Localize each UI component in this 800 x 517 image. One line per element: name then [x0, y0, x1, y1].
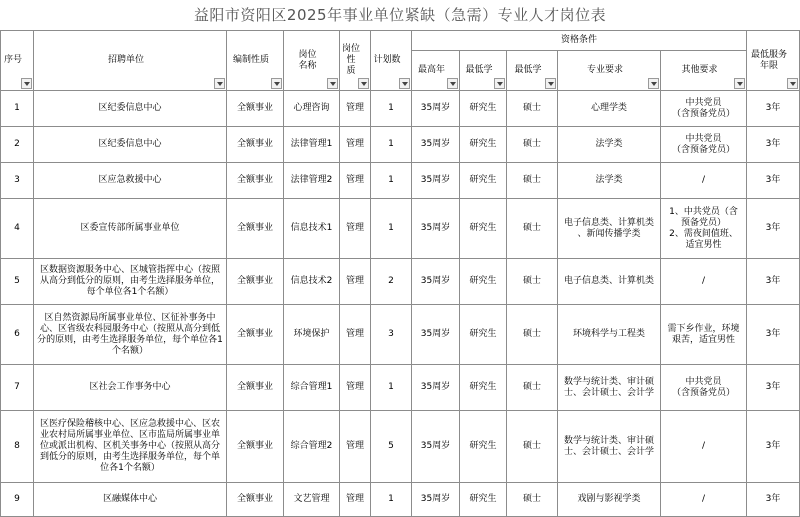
row-degree-cell[interactable]: 硕士: [507, 163, 558, 199]
row-no-cell[interactable]: 4: [1, 199, 34, 259]
row-other-cell[interactable]: /: [661, 163, 747, 199]
row-other-cell[interactable]: 中共党员 （含预备党员）: [661, 365, 747, 411]
row-major-cell[interactable]: 数学与统计类、审计硕 士、会计硕士、会计学: [558, 411, 661, 483]
filter-dropdown-icon[interactable]: [399, 78, 410, 89]
row-no-cell[interactable]: 9: [1, 483, 34, 517]
col-header-post-name[interactable]: 岗位 名称: [284, 31, 340, 91]
filter-dropdown-icon[interactable]: [648, 78, 659, 89]
row-post-name-cell[interactable]: 综合管理1: [284, 365, 340, 411]
row-other-cell[interactable]: 中共党员 （含预备党员）: [661, 127, 747, 163]
filter-dropdown-icon[interactable]: [327, 78, 338, 89]
row-plan-cell[interactable]: 1: [371, 365, 412, 411]
row-type-cell[interactable]: 全额事业: [227, 305, 284, 365]
row-other-cell[interactable]: 中共党员 （含预备党员）: [661, 91, 747, 127]
filter-dropdown-icon[interactable]: [271, 78, 282, 89]
row-post-name-cell[interactable]: 法律管理2: [284, 163, 340, 199]
row-major-cell[interactable]: 电子信息类、计算机类: [558, 259, 661, 305]
row-unit-cell[interactable]: 区数据资源服务中心、区城管指挥中心（按照从高分到低分的原则，由考生选择服务单位，每个单位各1个名额）: [34, 259, 227, 305]
row-plan-cell[interactable]: 1: [371, 163, 412, 199]
row-major-cell[interactable]: 心理学类: [558, 91, 661, 127]
row-post-name-cell[interactable]: 信息技术2: [284, 259, 340, 305]
row-other-cell[interactable]: /: [661, 259, 747, 305]
row-unit-cell[interactable]: 区应急救援中心: [34, 163, 227, 199]
row-unit-cell[interactable]: 区医疗保险稽核中心、区应急救援中心、区农业农村局所属事业单位、区市监局所属事业单位或派出机构、区机关事务中心（按照从高分到低分的原则，由考生选择服务单位，每个单位各1个名额）: [34, 411, 227, 483]
row-type-cell[interactable]: 全额事业: [227, 163, 284, 199]
row-no-cell[interactable]: 6: [1, 305, 34, 365]
row-age-cell[interactable]: 35周岁: [412, 305, 460, 365]
filter-dropdown-icon[interactable]: [358, 78, 369, 89]
row-no-cell[interactable]: 8: [1, 411, 34, 483]
row-age-cell[interactable]: 35周岁: [412, 483, 460, 517]
row-type-cell[interactable]: 全额事业: [227, 199, 284, 259]
row-post-name-cell[interactable]: 综合管理2: [284, 411, 340, 483]
row-post-nature-cell[interactable]: 管理: [340, 305, 371, 365]
row-age-cell[interactable]: 35周岁: [412, 411, 460, 483]
row-education-cell[interactable]: 研究生: [460, 411, 507, 483]
row-degree-cell[interactable]: 硕士: [507, 365, 558, 411]
row-service-years-cell[interactable]: 3年: [747, 199, 800, 259]
row-post-name-cell[interactable]: 心理咨询: [284, 91, 340, 127]
col-header-qualifications: 资格条件: [412, 31, 747, 51]
filter-dropdown-icon[interactable]: [494, 78, 505, 89]
row-age-cell[interactable]: 35周岁: [412, 127, 460, 163]
table-row: [1, 199, 800, 259]
row-post-nature-cell[interactable]: 管理: [340, 483, 371, 517]
row-age-cell[interactable]: 35周岁: [412, 91, 460, 127]
row-no-cell[interactable]: 3: [1, 163, 34, 199]
row-type-cell[interactable]: 全额事业: [227, 259, 284, 305]
row-type-cell[interactable]: 全额事业: [227, 91, 284, 127]
table-row: [1, 305, 800, 365]
row-degree-cell[interactable]: 硕士: [507, 127, 558, 163]
table-row: [1, 483, 800, 517]
table-row: [1, 259, 800, 305]
row-education-cell[interactable]: 研究生: [460, 365, 507, 411]
col-header-service-years[interactable]: 最低服务 年限: [747, 31, 800, 91]
row-post-nature-cell[interactable]: 管理: [340, 91, 371, 127]
row-degree-cell[interactable]: 硕士: [507, 199, 558, 259]
row-degree-cell[interactable]: 硕士: [507, 305, 558, 365]
col-header-other[interactable]: 其他要求: [661, 51, 747, 91]
row-unit-cell[interactable]: 区纪委信息中心: [34, 91, 227, 127]
row-education-cell[interactable]: 研究生: [460, 127, 507, 163]
row-service-years-cell[interactable]: 3年: [747, 483, 800, 517]
row-education-cell[interactable]: 研究生: [460, 199, 507, 259]
col-header-plan[interactable]: 计划数: [371, 31, 412, 91]
row-plan-cell[interactable]: 1: [371, 199, 412, 259]
row-age-cell[interactable]: 35周岁: [412, 199, 460, 259]
row-major-cell[interactable]: 环境科学与工程类: [558, 305, 661, 365]
row-plan-cell[interactable]: 2: [371, 259, 412, 305]
row-education-cell[interactable]: 研究生: [460, 305, 507, 365]
row-major-cell[interactable]: 电子信息类、计算机类 、新闻传播学类: [558, 199, 661, 259]
filter-dropdown-icon[interactable]: [545, 78, 556, 89]
row-major-cell[interactable]: 戏剧与影视学类: [558, 483, 661, 517]
row-age-cell[interactable]: 35周岁: [412, 259, 460, 305]
row-service-years-cell[interactable]: 3年: [747, 127, 800, 163]
row-unit-cell[interactable]: 区纪委信息中心: [34, 127, 227, 163]
row-education-cell[interactable]: 研究生: [460, 91, 507, 127]
row-post-name-cell[interactable]: 法律管理1: [284, 127, 340, 163]
col-header-no[interactable]: 序号: [1, 31, 34, 91]
row-service-years-cell[interactable]: 3年: [747, 411, 800, 483]
col-header-type[interactable]: 编制性质: [227, 31, 284, 91]
row-plan-cell[interactable]: 5: [371, 411, 412, 483]
row-education-cell[interactable]: 研究生: [460, 259, 507, 305]
table-row: [1, 91, 800, 127]
row-post-nature-cell[interactable]: 管理: [340, 411, 371, 483]
row-unit-cell[interactable]: 区委宣传部所属事业单位: [34, 199, 227, 259]
row-age-cell[interactable]: 35周岁: [412, 163, 460, 199]
filter-dropdown-icon[interactable]: [447, 78, 458, 89]
row-no-cell[interactable]: 1: [1, 91, 34, 127]
row-post-nature-cell[interactable]: 管理: [340, 127, 371, 163]
row-major-cell[interactable]: 法学类: [558, 127, 661, 163]
row-unit-cell[interactable]: 区融媒体中心: [34, 483, 227, 517]
row-plan-cell[interactable]: 1: [371, 91, 412, 127]
row-post-name-cell[interactable]: 信息技术1: [284, 199, 340, 259]
row-degree-cell[interactable]: 硕士: [507, 411, 558, 483]
row-other-cell[interactable]: 需下乡作业，环境 艰苦，适宜男性: [661, 305, 747, 365]
row-type-cell[interactable]: 全额事业: [227, 483, 284, 517]
row-unit-cell[interactable]: 区自然资源局所属事业单位、区征补事务中心、区省级农科园服务中心（按照从高分到低分的原则，由考生选择服务单位，每个单位各1个名额）: [34, 305, 227, 365]
filter-dropdown-icon[interactable]: [787, 78, 798, 89]
row-major-cell[interactable]: 数学与统计类、审计硕 士、会计硕士、会计学: [558, 365, 661, 411]
table-row: [1, 365, 800, 411]
row-education-cell[interactable]: 研究生: [460, 163, 507, 199]
row-type-cell[interactable]: 全额事业: [227, 365, 284, 411]
row-major-cell[interactable]: 法学类: [558, 163, 661, 199]
row-post-name-cell[interactable]: 环境保护: [284, 305, 340, 365]
row-age-cell[interactable]: 35周岁: [412, 365, 460, 411]
page-title: 益阳市资阳区2025年事业单位紧缺（急需）专业人才岗位表: [193, 6, 607, 24]
row-plan-cell[interactable]: 1: [371, 127, 412, 163]
positions-table: [0, 30, 800, 517]
table-row: [1, 411, 800, 483]
row-post-nature-cell[interactable]: 管理: [340, 259, 371, 305]
row-service-years-cell[interactable]: 3年: [747, 163, 800, 199]
col-header-major[interactable]: 专业要求: [558, 51, 661, 91]
row-post-nature-cell[interactable]: 管理: [340, 199, 371, 259]
table-row: [1, 127, 800, 163]
filter-dropdown-icon[interactable]: [734, 78, 745, 89]
col-header-age[interactable]: 最高年: [412, 51, 460, 91]
row-service-years-cell[interactable]: 3年: [747, 259, 800, 305]
row-no-cell[interactable]: 7: [1, 365, 34, 411]
col-header-unit[interactable]: 招聘单位: [34, 31, 227, 91]
row-degree-cell[interactable]: 硕士: [507, 91, 558, 127]
row-other-cell[interactable]: /: [661, 483, 747, 517]
row-degree-cell[interactable]: 硕士: [507, 259, 558, 305]
row-post-nature-cell[interactable]: 管理: [340, 365, 371, 411]
row-service-years-cell[interactable]: 3年: [747, 305, 800, 365]
row-other-cell[interactable]: /: [661, 411, 747, 483]
row-plan-cell[interactable]: 1: [371, 483, 412, 517]
filter-dropdown-icon[interactable]: [214, 78, 225, 89]
row-education-cell[interactable]: 研究生: [460, 483, 507, 517]
row-degree-cell[interactable]: 硕士: [507, 483, 558, 517]
row-other-cell[interactable]: 1、中共党员（含 预备党员） 2、需夜间值班、 适宜男性: [661, 199, 747, 259]
filter-dropdown-icon[interactable]: [21, 78, 32, 89]
row-no-cell[interactable]: 2: [1, 127, 34, 163]
row-plan-cell[interactable]: 3: [371, 305, 412, 365]
col-header-degree[interactable]: 最低学: [507, 51, 558, 91]
row-post-name-cell[interactable]: 文艺管理: [284, 483, 340, 517]
row-type-cell[interactable]: 全额事业: [227, 127, 284, 163]
row-no-cell[interactable]: 5: [1, 259, 34, 305]
table-row: [1, 163, 800, 199]
row-post-nature-cell[interactable]: 管理: [340, 163, 371, 199]
row-service-years-cell[interactable]: 3年: [747, 91, 800, 127]
col-header-education[interactable]: 最低学: [460, 51, 507, 91]
row-service-years-cell[interactable]: 3年: [747, 365, 800, 411]
row-type-cell[interactable]: 全额事业: [227, 411, 284, 483]
row-unit-cell[interactable]: 区社会工作事务中心: [34, 365, 227, 411]
col-header-post-nature[interactable]: 岗位性 质: [340, 31, 371, 91]
